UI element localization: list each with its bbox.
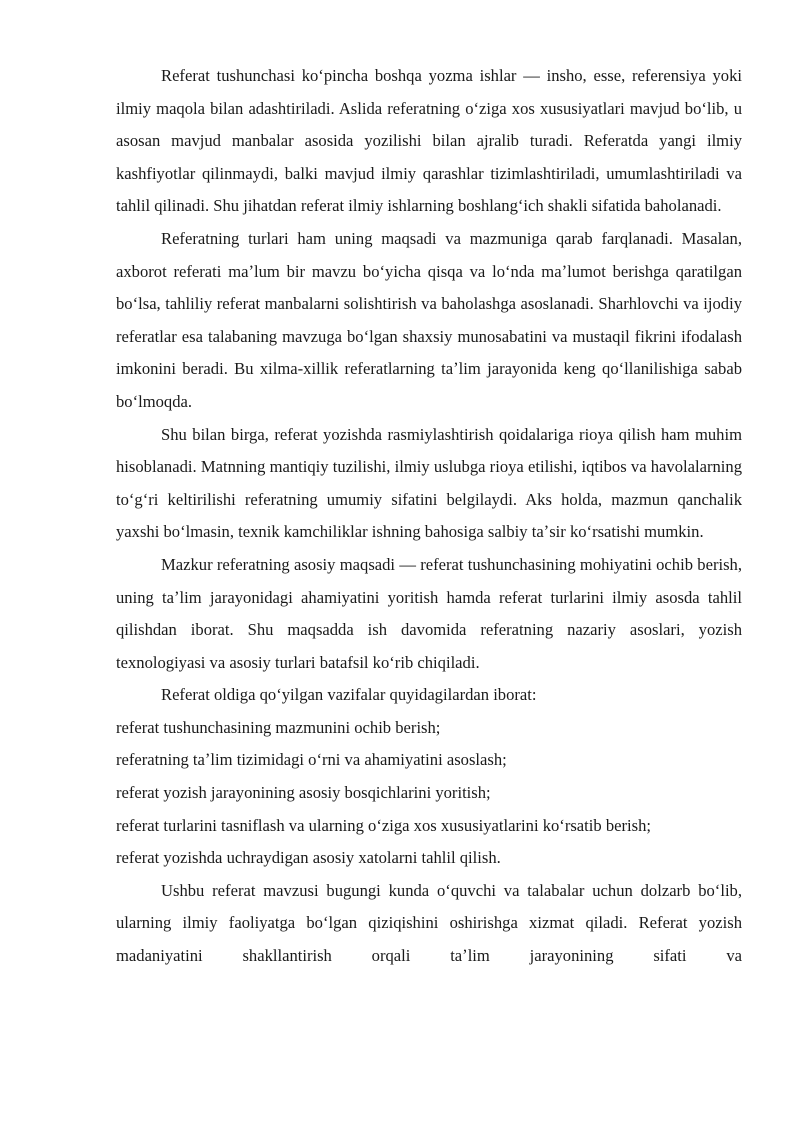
paragraph-main-goal: Mazkur referatning asosiy maqsadi — referat tushunchasining mohiyatini ochib berish, uning taʼlim jarayonidagi ahamiyatini yoritish hamda referat turlarini ilmiy asosda tahlil qilishdan iborat. Shu maqsadda ish davomida referatning nazariy asoslari, yozish texnologiyasi va asosiy turlari batafsil koʻrib chiqiladi. xyxy=(116,554,742,672)
task-item: referat yozish jarayonining asosiy bosqichlarini yoritish; xyxy=(116,783,491,803)
task-item: referat tushunchasining mazmunini ochib berish; xyxy=(116,717,441,737)
paragraph-formatting-rules: Shu bilan birga, referat yozishda rasmiylashtirish qoidalariga rioya qilish ham muhim hisoblanadi. Matnning mantiqiy tuzilishi, ilmiy uslubga rioya etilishi, iqtibos va havolalarning toʻgʻri keltirilishi referatning umumiy sifatini belgilaydi. Aks holda, mazmun qanchalik yaxshi boʻlmasin, texnik kamchiliklar ishning bahosiga salbiy taʼsir koʻrsatishi mumkin. xyxy=(116,424,742,542)
paragraph-tasks-intro: Referat oldiga qoʻyilgan vazifalar quyidagilardan iborat: xyxy=(161,685,537,705)
task-item: referatning taʼlim tizimidagi oʻrni va ahamiyatini asoslash; xyxy=(116,750,507,770)
task-item: referat yozishda uchraydigan asosiy xatolarni tahlil qilish. xyxy=(116,848,501,868)
task-item: referat turlarini tasniflash va ularning oʻziga xos xususiyatlarini koʻrsatib berish; xyxy=(116,815,651,835)
paragraph-referat-concept: Referat tushunchasi koʻpincha boshqa yozma ishlar — insho, esse, referensiya yoki ilmiy maqola bilan adashtiriladi. Aslida referatning oʻziga xos xususiyatlari mavjud boʻlib, u asosan mavjud manbalar asosida yozilishi bilan ajralib turadi. Referatda yangi ilmiy kashfiyotlar qilinmaydi, balki mavjud ilmiy qarashlar tizimlashtiriladi, umumlashtiriladi va tahlil qilinadi. Shu jihatdan referat ilmiy ishlarning boshlangʻich shakli sifatida baholanadi. xyxy=(116,66,742,216)
document-body xyxy=(116,60,742,973)
paragraph-closing: Ushbu referat mavzusi bugungi kunda oʻquvchi va talabalar uchun dolzarb boʻlib, ularning ilmiy faoliyatga boʻlgan qiziqishini oshirishga xizmat qiladi. Referat yozish madaniyatini shakllantirish orqali taʼlim jarayonining sifati va xyxy=(116,880,742,966)
paragraph-referat-types: Referatning turlari ham uning maqsadi va mazmuniga qarab farqlanadi. Masalan, axborot referati maʼlum bir mavzu boʻyicha qisqa va loʻnda maʼlumot berishga qaratilgan boʻlsa, tahliliy referat manbalarni solishtirish va baholashga asoslanadi. Sharhlovchi va ijodiy referatlar esa talabaning mavzuga boʻlgan shaxsiy munosabatini va mustaqil fikrini ifodalash imkonini beradi. Bu xilma-xillik referatlarning taʼlim jarayonida keng qoʻllanilishiga sabab boʻlmoqda. xyxy=(116,228,742,411)
